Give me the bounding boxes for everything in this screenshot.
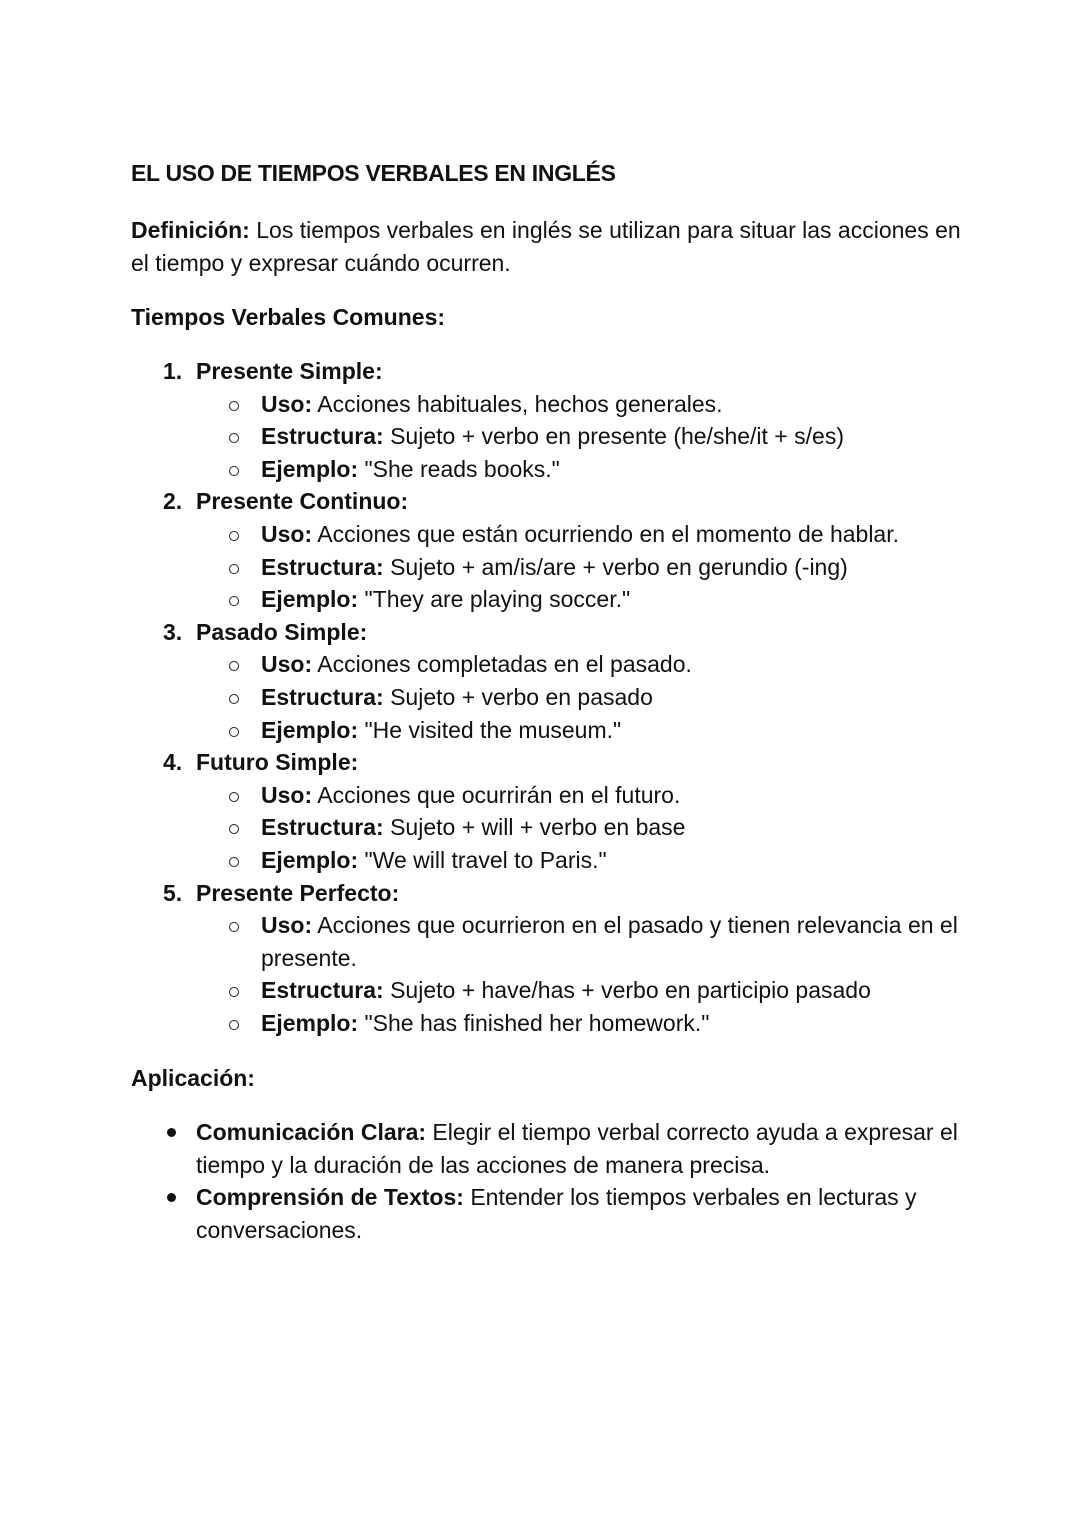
tense-detail-item [196,1007,991,1040]
tense-item [131,355,991,485]
tense-detail-item [196,779,991,812]
application-label: Comprensión de Textos: [196,1184,464,1211]
application-list [131,1116,961,1246]
application-item [131,1181,961,1246]
definition-label: Definición: [131,217,250,243]
tense-details [196,518,991,616]
application-text: Elegir el tiempo verbal correcto ayuda a expresar el tiempo y la duración de las acciones de manera precisa. [196,1119,958,1178]
document-title: EL USO DE TIEMPOS VERBALES EN INGLÉS [131,160,616,186]
definition-text: Los tiempos verbales en inglés se utilizan para situar las acciones en el tiempo y expresar cuándo ocurren. [131,217,961,276]
tense-detail-item [196,681,991,714]
application-label: Comunicación Clara: [196,1119,427,1145]
detail-text: Sujeto + am/is/are + verbo en gerundio (-ing) [383,553,848,580]
tiempos-heading: Tiempos Verbales Comunes: [131,304,446,330]
detail-label: Estructura: [261,683,384,710]
hollow-bullet-icon [229,401,239,411]
tense-name: Presente Simple: [196,358,383,384]
tense-item [131,485,991,615]
hollow-bullet-icon [229,596,239,606]
detail-text: Acciones que ocurrirán en el futuro. [312,781,681,808]
detail-text: "She reads books." [358,455,560,482]
detail-label: Uso: [261,651,313,678]
hollow-bullet-icon [229,922,239,932]
detail-label: Uso: [261,781,313,808]
tense-name: Futuro Simple: [196,749,359,776]
detail-label: Estructura: [261,814,384,841]
hollow-bullet-icon [229,987,239,997]
detail-text: Sujeto + have/has + verbo en participio pasado [383,977,871,1004]
tense-detail-item [196,844,991,877]
tense-item [131,746,991,876]
hollow-bullet-icon [229,857,239,867]
tense-list [131,355,991,1039]
tense-detail-item [196,583,991,616]
hollow-bullet-icon [229,792,239,802]
detail-label: Ejemplo: [261,455,359,482]
definition-paragraph [131,214,961,280]
tense-detail-item [196,518,991,551]
tense-item [131,877,991,1040]
detail-label: Ejemplo: [261,1009,359,1036]
tense-detail-item [196,551,991,584]
detail-label: Ejemplo: [261,716,359,743]
aplicacion-heading: Aplicación: [131,1065,255,1091]
tense-item [131,616,991,746]
hollow-bullet-icon [229,727,239,737]
tense-detail-item [196,388,991,421]
tense-details [196,779,991,877]
tense-number: 4. [163,749,183,776]
detail-text: Acciones completadas en el pasado. [312,651,692,678]
detail-text: "We will travel to Paris." [358,846,607,873]
tense-detail-item [196,714,991,747]
detail-text: Sujeto + verbo en presente (he/she/it + s/es) [383,423,844,450]
tense-detail-item [196,909,991,974]
tense-details [196,909,991,1039]
tense-number: 1. [163,358,183,384]
tense-name: Pasado Simple: [196,618,368,645]
hollow-bullet-icon [229,661,239,671]
detail-label: Estructura: [261,553,384,580]
tense-detail-item [196,420,991,453]
detail-text: Acciones que ocurrieron en el pasado y tienen relevancia en el presente. [261,912,958,971]
tense-name: Presente Continuo: [196,488,409,515]
detail-text: Sujeto + will + verbo en base [383,814,686,841]
detail-text: Acciones habituales, hechos generales. [312,390,723,417]
tense-details [196,388,991,486]
tense-name: Presente Perfecto: [196,879,400,906]
bullet-icon [167,1193,176,1202]
tense-detail-item [196,648,991,681]
tense-details [196,648,991,746]
tense-detail-item [196,974,991,1007]
application-text: Entender los tiempos verbales en lecturas y conversaciones. [196,1184,917,1243]
detail-text: Acciones que están ocurriendo en el momento de hablar. [312,520,900,547]
detail-label: Uso: [261,912,313,939]
application-item [131,1116,961,1181]
hollow-bullet-icon [229,694,239,704]
tense-detail-item [196,811,991,844]
detail-label: Uso: [261,390,313,417]
detail-label: Uso: [261,520,313,547]
bullet-icon [167,1128,176,1137]
hollow-bullet-icon [229,433,239,443]
tense-number: 5. [163,879,183,906]
detail-text: "She has finished her homework." [358,1009,710,1036]
detail-label: Ejemplo: [261,846,359,873]
tense-detail-item [196,453,991,486]
hollow-bullet-icon [229,1020,239,1030]
detail-label: Ejemplo: [261,586,359,613]
hollow-bullet-icon [229,824,239,834]
hollow-bullet-icon [229,531,239,541]
hollow-bullet-icon [229,564,239,574]
detail-label: Estructura: [261,423,384,450]
tense-number: 2. [163,488,183,515]
detail-text: "They are playing soccer." [358,586,631,613]
detail-text: "He visited the museum." [358,716,622,743]
tense-number: 3. [163,618,183,645]
detail-label: Estructura: [261,977,384,1004]
detail-text: Sujeto + verbo en pasado [383,683,653,710]
hollow-bullet-icon [229,466,239,476]
